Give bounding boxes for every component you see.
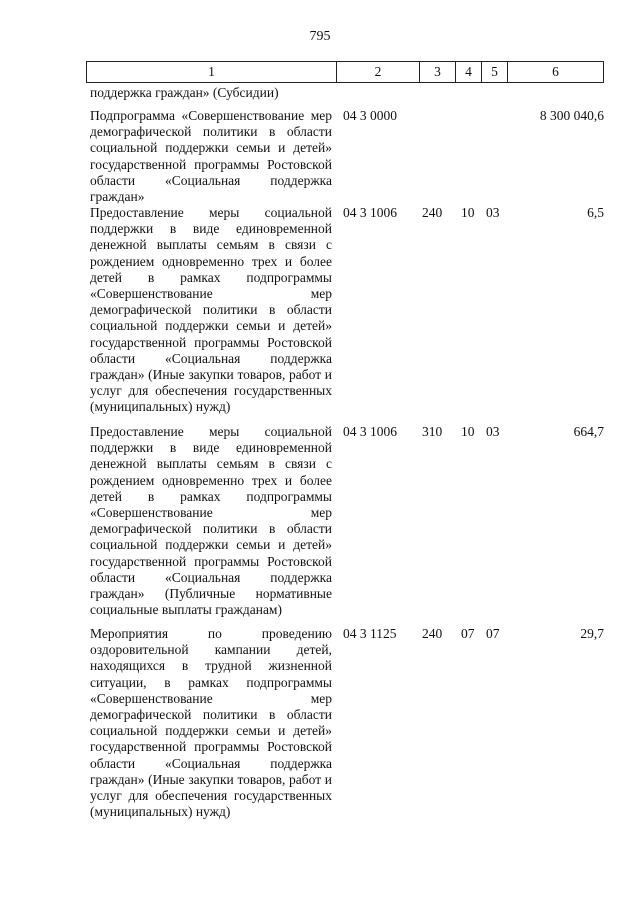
page-number: 795: [309, 29, 331, 44]
column-header-subsection: 5: [482, 62, 508, 83]
row-subsection: 07: [486, 626, 500, 641]
row-name: Предоставление меры социальной поддержки в виде единовременной денежной выплаты семьям в связи с рождением одновременно трех и более детей в рамках подпрограммы «Совершенствование мер демографической политики в области социальной поддержки семьи и детей» государственной программы Ростовской области «Социальная поддержка граждан» (Иные закупки товаров, работ и услуг для обеспечения государственных (муниципальных) нужд): [90, 205, 332, 415]
column-header-expense-type: 3: [420, 62, 456, 83]
row-code: 04 3 1006: [343, 205, 397, 220]
row-section: 10: [461, 205, 475, 220]
row-code: 04 3 1125: [343, 626, 397, 641]
row-name: Подпрограмма «Совершенствование мер демографической политики в области социальной поддержки семьи и детей» государственной программы Ростовской области «Социальная поддержка граждан»: [90, 108, 332, 205]
row-code: 04 3 1006: [343, 424, 397, 439]
row-name: Мероприятия по проведению оздоровительной кампании детей, находящихся в трудной жизненной ситуации, в рамках подпрограммы «Совершенствование мер демографической политики в области социальной поддержки семьи и детей» государственной программы Ростовской области «Социальная поддержка граждан» (Иные закупки товаров, работ и услуг для обеспечения государственных (муниципальных) нужд): [90, 626, 332, 820]
column-header-sum: 6: [508, 62, 604, 83]
row-sum: 6,5: [587, 205, 604, 220]
row-sum: 29,7: [580, 626, 604, 641]
row-expense-type: 310: [422, 424, 443, 439]
row-code: 04 3 0000: [343, 108, 397, 123]
column-header-table: [86, 61, 604, 83]
row-sum: 664,7: [573, 424, 604, 439]
row-subsection: 03: [486, 205, 500, 220]
continuation-text: поддержка граждан» (Субсидии): [90, 85, 279, 100]
column-header-row: [87, 62, 604, 83]
row-section: 10: [461, 424, 475, 439]
row-expense-type: 240: [422, 205, 443, 220]
column-header-section: 4: [456, 62, 482, 83]
row-name: Предоставление меры социальной поддержки в виде единовременной денежной выплаты семьям в связи с рождением одновременно трех и более детей в рамках подпрограммы «Совершенствование мер демографической политики в области социальной поддержки семьи и детей» государственной программы Ростовской области «Социальная поддержка граждан» (Публичные нормативные социальные выплаты гражданам): [90, 424, 332, 618]
row-expense-type: 240: [422, 626, 443, 641]
row-sum: 8 300 040,6: [539, 108, 604, 123]
row-subsection: 03: [486, 424, 500, 439]
column-header-code: 2: [337, 62, 420, 83]
row-section: 07: [461, 626, 475, 641]
column-header-name: 1: [87, 62, 337, 83]
